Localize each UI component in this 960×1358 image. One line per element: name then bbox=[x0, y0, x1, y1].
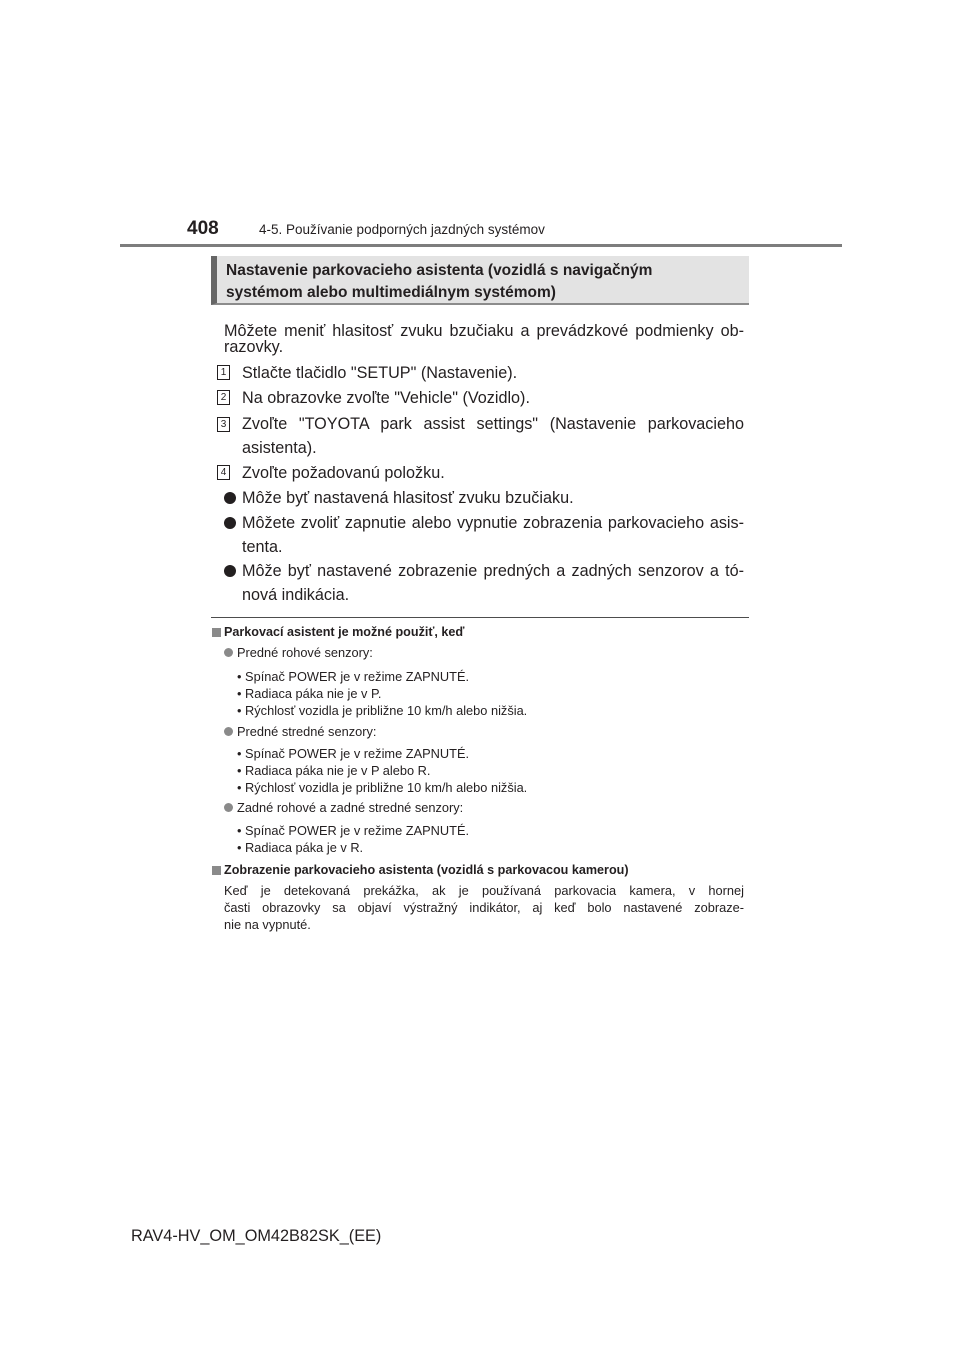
step-3-badge: 3 bbox=[217, 417, 230, 432]
note-group-2-item-3: • Rýchlosť vozidla je približne 10 km/h alebo nižšia. bbox=[237, 780, 528, 795]
footer-document-code: RAV4-HV_OM_OM42B82SK_(EE) bbox=[131, 1227, 382, 1245]
note-paragraph-line2: časti obrazovky sa objaví výstražný indikátor, aj keď bolo nastavené zobraze- bbox=[224, 900, 744, 915]
note-group-2-item-1: • Spínač POWER je v režime ZAPNUTÉ. bbox=[237, 746, 470, 761]
note-group-1-item-3: • Rýchlosť vozidla je približne 10 km/h alebo nižšia. bbox=[237, 703, 528, 718]
step-2-text: Na obrazovke zvoľte "Vehicle" (Vozidlo). bbox=[242, 389, 530, 407]
note-heading-1: Parkovací asistent je možné použiť, keď bbox=[224, 625, 465, 639]
section-heading-line1: Nastavenie parkovacieho asistenta (vozidlá s navigačným bbox=[226, 262, 653, 279]
step-3-text-line1: Zvoľte "TOYOTA park assist settings" (Nastavenie parkovacieho bbox=[242, 415, 744, 433]
step-1-text: Stlačte tlačidlo "SETUP" (Nastavenie). bbox=[242, 364, 518, 382]
note-heading-2: Zobrazenie parkovacieho asistenta (vozidlá s parkovacou kamerou) bbox=[224, 863, 629, 877]
note-group-3-item-1: • Spínač POWER je v režime ZAPNUTÉ. bbox=[237, 823, 470, 838]
note-group-1-item-1: • Spínač POWER je v režime ZAPNUTÉ. bbox=[237, 669, 470, 684]
step-2-badge: 2 bbox=[217, 390, 230, 405]
bullet-dot bbox=[224, 517, 236, 529]
note-group-2-item-2: • Radiaca páka nie je v P alebo R. bbox=[237, 763, 431, 778]
page-number: 408 bbox=[187, 218, 219, 239]
bullet-1-text: Môže byť nastavená hlasitosť zvuku bzučiaku. bbox=[242, 489, 574, 507]
bullet-2-text-line1: Môžete zvoliť zapnutie alebo vypnutie zobrazenia parkovacieho asis- bbox=[242, 514, 744, 532]
note-bullet-icon bbox=[224, 727, 233, 736]
note-square-icon bbox=[212, 628, 221, 637]
note-group-3-item-2: • Radiaca páka je v R. bbox=[237, 840, 364, 855]
step-4-badge: 4 bbox=[217, 465, 230, 480]
section-divider bbox=[211, 617, 749, 618]
note-group-1-item-2: • Radiaca páka nie je v P. bbox=[237, 686, 382, 701]
note-group-1-label: Predné rohové senzory: bbox=[237, 645, 373, 660]
intro-line1: Môžete meniť hlasitosť zvuku bzučiaku a prevádzkové podmienky ob- bbox=[224, 322, 744, 340]
note-square-icon bbox=[212, 866, 221, 875]
bullet-2-text-line2: tenta. bbox=[242, 538, 283, 556]
section-title: 4-5. Používanie podporných jazdných systémov bbox=[259, 222, 545, 237]
bullet-3-text-line2: nová indikácia. bbox=[242, 586, 350, 604]
section-heading-line2: systémom alebo multimediálnym systémom) bbox=[226, 284, 556, 301]
step-3-text-line2: asistenta). bbox=[242, 439, 317, 457]
step-4-text: Zvoľte požadovanú položku. bbox=[242, 464, 445, 482]
step-1-badge: 1 bbox=[217, 365, 230, 380]
note-bullet-icon bbox=[224, 648, 233, 657]
note-paragraph-line3: nie na vypnuté. bbox=[224, 917, 311, 932]
bullet-3-text-line1: Môže byť nastavené zobrazenie predných a zadných senzorov a tó- bbox=[242, 562, 744, 580]
note-bullet-icon bbox=[224, 803, 233, 812]
note-group-2-label: Predné stredné senzory: bbox=[237, 724, 377, 739]
bullet-dot bbox=[224, 492, 236, 504]
note-group-3-label: Zadné rohové a zadné stredné senzory: bbox=[237, 800, 464, 815]
header-rule bbox=[120, 244, 842, 247]
intro-line2: razovky. bbox=[224, 338, 284, 356]
bullet-dot bbox=[224, 565, 236, 577]
note-paragraph-line1: Keď je detekovaná prekážka, ak je používaná parkovacia kamera, v hornej bbox=[224, 883, 744, 898]
section-heading bbox=[211, 256, 749, 305]
